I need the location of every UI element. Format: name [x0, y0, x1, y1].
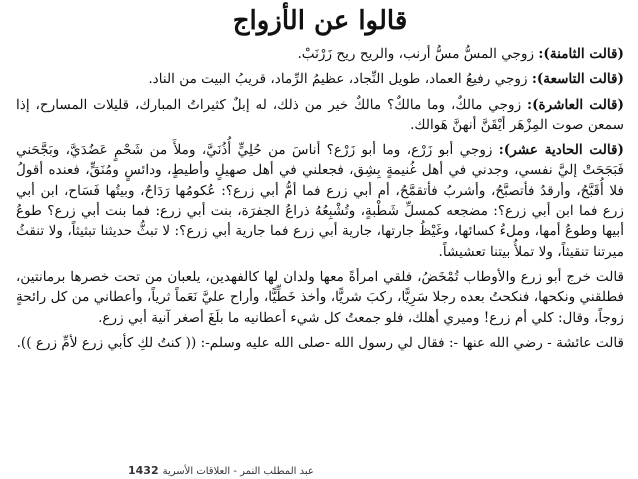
speaker-label: (قالت الحادية عشر): [498, 142, 624, 159]
paragraph-text: زوجي أبو زَرْع، وما أبو زَرْع؟ أناسَ من حُلِيٍّ أُذُنَيَّ، وملأَ من شَحْمٍ عَضُدَيَّ، وبَجَّحَني فَبَجَحَتْ إليَّ نفسي، وجدني في أهل غُنيمةٍ بِشِق، فجعلني في أهل صهيلٍ وأطيطٍ، ودائسٍ ومُنَقٍّ، فعنده أقولُ فلا أُقَبَّحُ، وأرقدُ فأتصبَّحُ، وأشربُ فأتقمَّحُ، أم أبي زرع فما أمُّ أبي زرع؟: عُكومُها رَدَاحٌ، وبيتُها فَسَاح، ابن أبي زرع فما ابن أبي زرع؟: مضجعه كمسلِّ شَطْبةٍ، وتُشْبِعُهُ ذراعُ الجفرَة، بنت أبي زرع: فما بنت أبي زرع؟ طوعُ أبيها وطوعُ أمها، وملءُ كسائها، وغَيْظُ جارتها، جارية أبي زرع فما جارية أبي زرع؟: لا تبثُّ حديثنا تبثيثاً، ولا تنقثُ ميرتنا تنقيثاً، ولا تملأُ بيتنا تعشيشاً. [16, 142, 624, 260]
page-title: قالوا عن الأزواج [232, 6, 408, 36]
paragraph-text: زوجي رفيعُ العماد، طويل النِّجاد، عظيمُ الرِّماد، قريبُ البيت من الناد. [148, 71, 532, 88]
paragraph-aisha-quote [16, 333, 624, 353]
footer-author: عبد المطلب النمر - العلاقات الأسرية [162, 466, 314, 477]
paragraph-eleventh [16, 140, 624, 262]
paragraph-tenth [16, 95, 624, 136]
footer-year: 1432 [128, 464, 159, 477]
speaker-label: (قالت التاسعة): [531, 71, 624, 88]
paragraph-text: زوجي مالكٌ، وما مالكٌ؟ مالكٌ خير من ذلك، له إبلٌ كثيراتُ المبارك، قليلات المسارح، إذا سمعن صوت المِزْهَر أيْقَنَّ أنهنَّ هَوالك. [16, 96, 624, 133]
paragraph-eighth [16, 44, 624, 64]
paragraph-text: زوجي المسُّ مسُّ أرنب، والريح ريح زَرْنَبْ. [297, 46, 539, 62]
speaker-label: (قالت العاشرة): [527, 96, 624, 113]
paragraph-text: قالت خرج أبو زرع والأوطاب تُمْخَضُ، فلقي امرأةً معها ولدان لها كالفهدين، يلعبان من تحت خصرها برمانتين، فطلقني ونكحها، فنكحتُ بعده رجلا سَرِيًّا، ركبَ شريًّا، وأخذ خَطِّيًّا، وأراح عليَّ نَعَماً ثرياً، وأعطاني من كل رائحةٍ زوجاً، وقال: كلي أم زرع! وميري أهلك، فلو جمعتُ كل شيء أعطانيه ما بلَغَ أصغر آنية أبي زرع. [16, 268, 624, 326]
speaker-label: (قالت الثامنة): [538, 46, 624, 62]
paragraph-text: قالت عائشة - رضي الله عنها -: فقال لي رسول الله -صلى الله عليه وسلم-: (( كنتُ لكِ كأبي زرع لأمِّ زرع )). [16, 334, 624, 351]
paragraph-abu-zar-leaves [16, 267, 624, 328]
footer-credit [128, 464, 314, 477]
paragraph-ninth [16, 69, 624, 89]
